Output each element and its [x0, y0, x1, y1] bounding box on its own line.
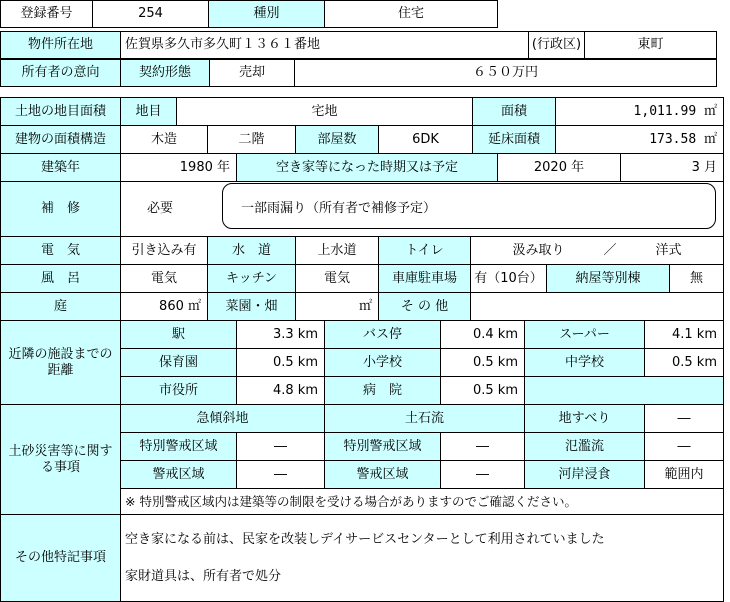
- repair-need: 必要: [120, 181, 724, 237]
- garden-value: 860 ㎡: [120, 292, 208, 321]
- nearby-dist-8: 0.5 km: [440, 376, 525, 405]
- nearby-dist-1: 3.3 km: [236, 320, 325, 349]
- vacant-month: 3 月: [620, 153, 724, 182]
- reg-no-label: 登録番号: [0, 0, 93, 28]
- floor-area-value: 173.58 ㎡: [555, 125, 724, 154]
- steep-special-zone-label: 特別警戒区域: [120, 432, 237, 461]
- other-label: そ の 他: [378, 292, 471, 321]
- flood-label: 氾濫流: [524, 432, 645, 461]
- rooms-value: 6DK: [378, 125, 473, 154]
- nearby-name-1: 駅: [120, 320, 237, 349]
- district-label: (行政区): [528, 31, 585, 59]
- remarks-line-1: 空き家になる前は、民家を改装しデイサービスセンターとして利用されていました: [125, 531, 605, 547]
- garden-label: 庭: [0, 292, 121, 321]
- water-value: 上水道: [295, 236, 379, 265]
- toilet-value: 汲み取り ／ 洋式: [470, 236, 724, 265]
- nearby-dist-4: 0.5 km: [236, 348, 325, 377]
- landslide-label: 地すべり: [524, 404, 645, 433]
- type-label: 種別: [208, 0, 325, 28]
- nearby-dist-5: 0.5 km: [440, 348, 525, 377]
- nearby-name-3: スーパー: [524, 320, 645, 349]
- repair-detail: 一部雨漏り（所有者で補修予定）: [222, 183, 716, 229]
- other-value: [470, 292, 724, 321]
- kitchen-value: 電気: [295, 264, 379, 293]
- nearby-dist-3: 4.1 km: [644, 320, 724, 349]
- vacant-label: 空き家等になった時期又は予定: [236, 153, 498, 182]
- electric-label: 電 気: [0, 236, 121, 265]
- disaster-note: ※ 特別警戒区域内は建築等の制限を受ける場合がありますのでご確認ください。: [120, 488, 724, 515]
- price-value: ６５０万円: [294, 59, 717, 87]
- rooms-label: 部屋数: [295, 125, 379, 154]
- location-label: 物件所在地: [0, 31, 121, 59]
- vegetable-value: ㎡: [295, 292, 379, 321]
- parking-value: 有（10台）: [470, 264, 547, 293]
- nearby-empty: [524, 376, 724, 405]
- district-value: 東町: [584, 31, 717, 59]
- toilet-label: トイレ: [378, 236, 471, 265]
- nearby-name-6: 中学校: [524, 348, 645, 377]
- built-label: 建築年: [0, 153, 121, 182]
- flood-value: ―: [644, 432, 724, 461]
- remarks-line-2: 家財道具は、所有者で処分: [125, 568, 282, 584]
- bath-value: 電気: [120, 264, 208, 293]
- building-label: 建物の面積構造: [0, 125, 121, 154]
- river-erosion-value: 範囲内: [644, 460, 724, 489]
- remarks-label: その他特記事項: [0, 514, 121, 602]
- nearby-dist-2: 0.4 km: [440, 320, 525, 349]
- steep-zone-label: 警戒区域: [120, 460, 237, 489]
- debris-flow-label: 土石流: [324, 404, 525, 433]
- electric-value: 引き込み有: [120, 236, 208, 265]
- land-label: 土地の地目面積: [0, 97, 121, 126]
- nearby-label: 近隣の施設までの距離: [0, 320, 121, 405]
- vacant-year: 2020 年: [497, 153, 621, 182]
- bath-label: 風 呂: [0, 264, 121, 293]
- owner-intent-label: 所有者の意向: [0, 59, 121, 87]
- steep-slope-label: 急傾斜地: [120, 404, 325, 433]
- landslide-value: ―: [644, 404, 724, 433]
- steep-zone-value: ―: [236, 460, 325, 489]
- nearby-name-8: 病 院: [324, 376, 441, 405]
- vegetable-label: 菜園・畑: [207, 292, 296, 321]
- debris-special-zone-label: 特別警戒区域: [324, 432, 441, 461]
- land-area-label: 面積: [472, 97, 556, 126]
- nearby-dist-7: 4.8 km: [236, 376, 325, 405]
- river-erosion-label: 河岸浸食: [524, 460, 645, 489]
- remarks-box: [120, 514, 724, 602]
- nearby-dist-6: 0.5 km: [644, 348, 724, 377]
- nearby-name-4: 保育園: [120, 348, 237, 377]
- land-category-label: 地目: [120, 97, 177, 126]
- shed-value: 無: [669, 264, 724, 293]
- nearby-name-7: 市役所: [120, 376, 237, 405]
- contract-label: 契約形態: [120, 59, 210, 87]
- debris-zone-label: 警戒区域: [324, 460, 441, 489]
- reg-no-value: 254: [92, 0, 209, 28]
- building-structure: 木造: [120, 125, 208, 154]
- location-value: 佐賀県多久市多久町１３６１番地: [120, 31, 529, 59]
- parking-label: 車庫駐車場: [378, 264, 471, 293]
- land-category-value: 宅地: [176, 97, 473, 126]
- built-year: 1980 年: [120, 153, 237, 182]
- steep-special-zone-value: ―: [236, 432, 325, 461]
- shed-label: 納屋等別棟: [546, 264, 670, 293]
- water-label: 水 道: [207, 236, 296, 265]
- debris-zone-value: ―: [440, 460, 525, 489]
- contract-value: 売却: [209, 59, 295, 87]
- repair-label: 補 修: [0, 181, 121, 237]
- kitchen-label: キッチン: [207, 264, 296, 293]
- nearby-name-2: バス停: [324, 320, 441, 349]
- disaster-label: 土砂災害等に関する事項: [0, 404, 121, 515]
- debris-special-zone-value: ―: [440, 432, 525, 461]
- land-area-value: 1,011.99 ㎡: [555, 97, 724, 126]
- type-value: 住宅: [324, 0, 498, 28]
- building-floors: 二階: [207, 125, 296, 154]
- floor-area-label: 延床面積: [472, 125, 556, 154]
- nearby-name-5: 小学校: [324, 348, 441, 377]
